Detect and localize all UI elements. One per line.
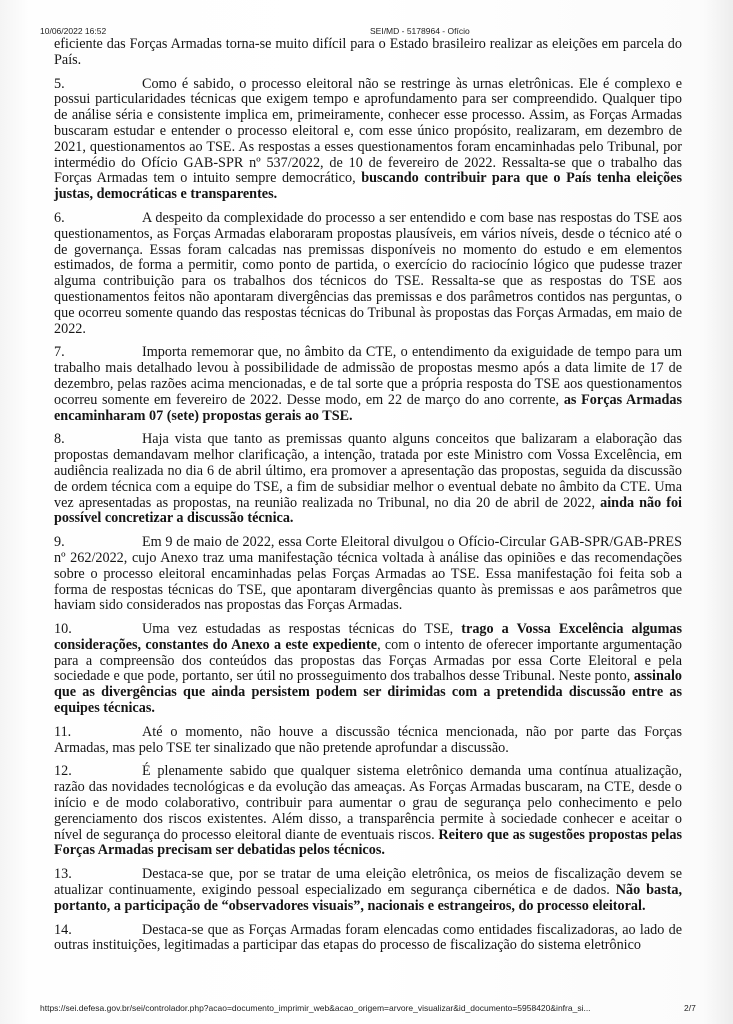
paragraph-bold-text-2: assinalo que as divergências que ainda persistem podem ser dirimidas com a pretendida discussão entre as equipes técnicas.: [54, 668, 682, 717]
paragraph-13: [54, 867, 682, 914]
paragraph-text: Uma vez estudadas as respostas técnicas do TSE,: [142, 621, 462, 638]
paragraph-14: [54, 923, 682, 955]
paragraph-8: [54, 432, 682, 527]
footer-page-number: 2/7: [684, 1003, 696, 1013]
paragraph-number: 8.: [54, 431, 65, 448]
paragraph-bold-text: as Forças Armadas encaminharam 07 (sete) propostas gerais ao TSE.: [54, 391, 682, 424]
paragraph-bold-text: ainda não foi possível concretizar a discussão técnica.: [54, 494, 682, 527]
document-body: [54, 37, 682, 962]
paragraph-text: Importa rememorar que, no âmbito da CTE, o entendimento da exiguidade de tempo para um trabalho mais detalhado levou à possibilidade de admissão de propostas mesmo após a data limite de 17 de dezembro, pelas razões acima mencionadas, e de tal sorte que a própria resposta do TSE aos questionamentos ocorreu somente em fevereiro de 2022. Desse modo, em 22 de março do ano corrente,: [54, 344, 682, 408]
paragraph-7: [54, 345, 682, 424]
paragraph-text: Como é sabido, o processo eleitoral não se restringe às urnas eletrônicas. Ele é complexo e possui particularidades técnicas que exigem tempo e aprofundamento para ser compreendido. Qualquer tipo de análise séria e consistente implica em, primeiramente, conhecer esse processo. Assim, as Forças Armadas buscaram estudar e entender o processo eleitoral e, com esse único propósito, realizaram, em dezembro de 2021, questionamentos ao TSE. As respostas a esses questionamentos foram encaminhadas pelo Tribunal, por intermédio do Ofício GAB-SPR nº 537/2022, de 10 de fevereiro de 2022. Ressalta-se que o trabalho das Forças Armadas tem o intuito sempre democrático,: [54, 75, 682, 187]
paragraph-number: 12.: [54, 763, 72, 780]
paragraph-text: Destaca-se que, por se tratar de uma eleição eletrônica, os meios de fiscalização devem se atualizar continuamente, exigindo pessoal especializado em segurança cibernética e de dados.: [54, 866, 682, 899]
paragraph-number: 7.: [54, 344, 65, 361]
paragraph-11: [54, 725, 682, 757]
intro-paragraph: eficiente das Forças Armadas torna-se muito difícil para o Estado brasileiro realizar as eleições em parcela do País.: [54, 36, 682, 68]
paragraph-text: Destaca-se que as Forças Armadas foram elencadas como entidades fiscalizadoras, ao lado de outras instituições, legitimadas a participar das etapas do processo de fiscalização do sistema eletrônico: [54, 921, 682, 954]
header-datetime: 10/06/2022 16:52: [40, 26, 107, 36]
footer-url-link[interactable]: https://sei.defesa.gov.br/sei/controlador.php?acao=documento_imprimir_web&acao_origem=arvore_visualizar&id_documento=5958420&infra_si...: [40, 1003, 591, 1013]
paragraph-text: A despeito da complexidade do processo a ser entendido e com base nas respostas do TSE aos questionamentos, as Forças Armadas elaboraram propostas plausíveis, em vários níveis, desde o técnico até o de governança. Essas foram calcadas nas premissas disponíveis no momento do estudo e em elementos estimados, de forma a permitir, como ponto de partida, o exercício do raciocínio lógico que pudesse trazer alguma contribuição para os trabalhos dos técnicos do TSE. Ressalta-se que as respostas do TSE aos questionamentos feitos não apontaram divergências das premissas e dos parâmetros contidos nas perguntas, o que ocorreu somente quando das respostas técnicas do Tribunal às propostas das Forças Armadas, em maio de 2022.: [54, 209, 682, 337]
paragraph-number: 5.: [54, 75, 65, 92]
paragraph-text: Haja vista que tanto as premissas quanto alguns conceitos que balizaram a elaboração das propostas demandavam melhor clarificação, a intenção, tratada por este Ministro com Vossa Excelência, em audiência realizada no dia 6 de abril último, era promover a apresentação das propostas, seguida da discussão de ordem técnica com a equipe do TSE, a fim de subsidiar melhor o eventual debate no âmbito da CTE. Uma vez apresentadas as propostas, na reunião realizada no Tribunal, no dia 20 de abril de 2022,: [54, 431, 682, 511]
paragraph-9: [54, 535, 682, 614]
paragraph-text: Em 9 de maio de 2022, essa Corte Eleitoral divulgou o Ofício-Circular GAB-SPR/GAB-PRES nº 262/2022, cujo Anexo traz uma manifestação técnica voltada à análise das opiniões e das recomendações sobre o processo eleitoral encaminhadas pelas Forças Armadas ao TSE. Essa manifestação foi feita sob a forma de respostas técnicas do TSE, que apontaram divergências quanto às premissas e aos parâmetros que haviam sido considerados nas propostas das Forças Armadas.: [54, 534, 682, 614]
paragraph-5: [54, 77, 682, 203]
paragraph-text: Até o momento, não houve a discussão técnica mencionada, não por parte das Forças Armadas, mas pelo TSE ter sinalizado que não pretende aprofundar a discussão.: [54, 723, 682, 756]
paragraph-number: 14.: [54, 921, 72, 938]
paragraph-bold-text: Reitero que as sugestões propostas pelas Forças Armadas precisam ser debatidas pelos técnicos.: [54, 826, 682, 859]
paragraph-6: [54, 211, 682, 337]
paragraph-number: 13.: [54, 866, 72, 883]
paragraph-bold-text: Não basta, portanto, a participação de “observadores visuais”, nacionais e estrangeiros, do processo eleitoral.: [54, 882, 683, 914]
paragraph-text: É plenamente sabido que qualquer sistema eletrônico demanda uma contínua atualização, razão das novidades tecnológicas e da evolução das ameaças. As Forças Armadas buscaram, na CTE, desde o início e de modo colaborativo, contribuir para aumentar o grau de segurança pelo conhecimento e pelo gerenciamento dos riscos existentes. Além disso, a transparência permite à sociedade conhecer e aceitar o nível de segurança do processo eleitoral diante de eventuais riscos.: [54, 763, 682, 843]
paragraph-number: 11.: [54, 723, 72, 740]
paragraph-12: [54, 764, 682, 859]
paragraph-tail-text: , com o intento de oferecer importante argumentação para a compreensão dos conteúdos das propostas das Forças Armadas por essa Corte Eleitoral e pela sociedade e que pode, portanto, ser útil no prosseguimento dos trabalhos desse Tribunal. Neste ponto,: [54, 636, 682, 685]
paragraph-number: 10.: [54, 621, 72, 638]
paragraph-10: [54, 622, 682, 717]
paragraph-number: 9.: [54, 534, 65, 551]
paragraph-number: 6.: [54, 209, 65, 226]
paragraph-bold-text: buscando contribuir para que o País tenha eleições justas, democráticas e transparentes.: [54, 170, 682, 203]
paragraph-bold-text: trago a Vossa Excelência algumas considerações, constantes do Anexo a este expediente: [54, 621, 682, 653]
header-document-reference: SEI/MD - 5178964 - Ofício: [370, 26, 470, 36]
